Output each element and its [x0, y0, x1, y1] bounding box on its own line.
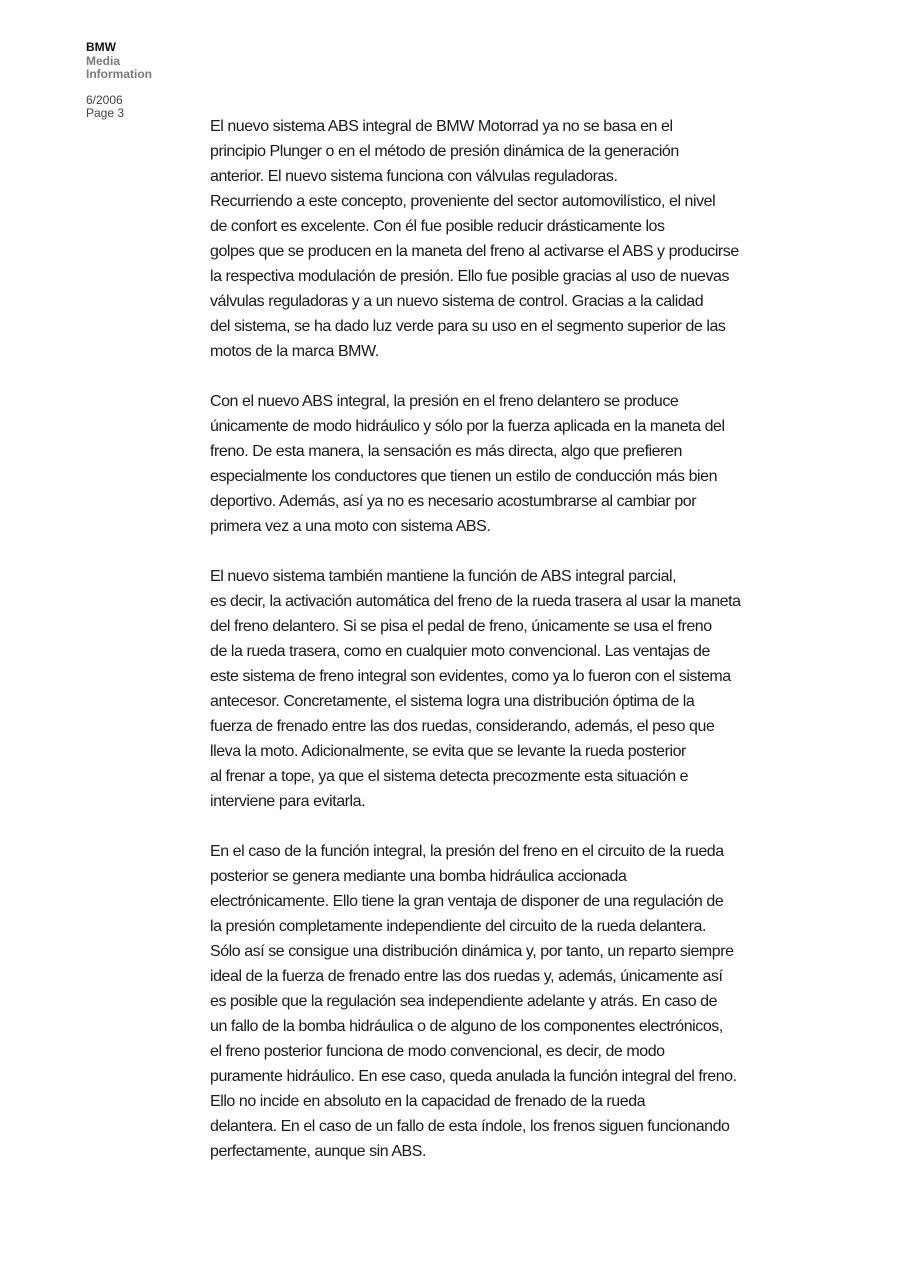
paragraph-1 [210, 114, 810, 364]
page-number: Page 3 [86, 106, 125, 120]
paragraph-2 [210, 389, 810, 539]
text-line: al frenar a tope, ya que el sistema detecta precozmente esta situación e [210, 768, 689, 785]
text-line: es decir, la activación automática del freno de la rueda trasera al usar la maneta [210, 593, 741, 610]
text-line: El nuevo sistema ABS integral de BMW Motorrad ya no se basa en el [210, 118, 673, 135]
text-line: de confort es excelente. Con él fue posible reducir drásticamente los [210, 218, 665, 235]
text-line: la respectiva modulación de presión. Ello fue posible gracias al uso de nuevas [210, 268, 730, 285]
brand-name: BMW [86, 40, 116, 54]
text-line: un fallo de la bomba hidráulica o de alguno de los componentes electrónicos, [210, 1018, 723, 1035]
text-line: En el caso de la función integral, la presión del freno en el circuito de la rueda [210, 843, 724, 860]
text-line: puramente hidráulico. En ese caso, queda anulada la función integral del freno. [210, 1068, 737, 1085]
document-meta [86, 94, 124, 120]
text-line: El nuevo sistema también mantiene la función de ABS integral parcial, [210, 568, 677, 585]
text-line: Con el nuevo ABS integral, la presión en el freno delantero se produce [210, 393, 679, 410]
text-line: el freno posterior funciona de modo convencional, es decir, de modo [210, 1043, 665, 1060]
text-line: ideal de la fuerza de frenado entre las dos ruedas y, además, únicamente así [210, 968, 723, 985]
brand-subtitle-information: Information [86, 67, 152, 81]
text-line: posterior se genera mediante una bomba hidráulica accionada [210, 868, 627, 885]
text-line: Sólo así se consigue una distribución dinámica y, por tanto, un reparto siempre [210, 943, 734, 960]
text-line: este sistema de freno integral son evidentes, como ya lo fueron con el sistema [210, 668, 731, 685]
text-line: primera vez a una moto con sistema ABS. [210, 518, 491, 535]
text-line: antecesor. Concretamente, el sistema logra una distribución óptima de la [210, 693, 695, 710]
document-body [210, 114, 810, 1189]
text-line: anterior. El nuevo sistema funciona con válvulas reguladoras. [210, 168, 618, 185]
text-line: válvulas reguladoras y a un nuevo sistema de control. Gracias a la calidad [210, 293, 704, 310]
text-line: delantera. En el caso de un fallo de esta índole, los frenos siguen funcionando [210, 1118, 730, 1135]
text-line: del freno delantero. Si se pisa el pedal de freno, únicamente se usa el freno [210, 618, 712, 635]
document-date: 6/2006 [86, 93, 123, 107]
paragraph-3 [210, 564, 810, 814]
brand-subtitle-media: Media [86, 53, 121, 68]
text-line: de la rueda trasera, como en cualquier moto convencional. Las ventajas de [210, 643, 710, 660]
text-line: la presión completamente independiente del circuito de la rueda delantera. [210, 918, 706, 935]
text-line: principio Plunger o en el método de presión dinámica de la generación [210, 143, 679, 160]
text-line: freno. De esta manera, la sensación es más directa, algo que prefieren [210, 443, 682, 460]
text-line: motos de la marca BMW. [210, 343, 379, 360]
text-line: golpes que se producen en la maneta del freno al activarse el ABS y producirse [210, 243, 739, 260]
text-line: es posible que la regulación sea independiente adelante y atrás. En caso de [210, 993, 718, 1010]
paragraph-4 [210, 839, 810, 1164]
text-line: lleva la moto. Adicionalmente, se evita que se levante la rueda posterior [210, 743, 686, 760]
text-line: Ello no incide en absoluto en la capacidad de frenado de la rueda [210, 1093, 646, 1110]
text-line: deportivo. Además, así ya no es necesario acostumbrarse al cambiar por [210, 493, 697, 510]
text-line: interviene para evitarla. [210, 793, 366, 810]
text-line: perfectamente, aunque sin ABS. [210, 1143, 426, 1160]
text-line: fuerza de frenado entre las dos ruedas, considerando, además, el peso que [210, 718, 715, 735]
text-line: del sistema, se ha dado luz verde para su uso en el segmento superior de las [210, 318, 726, 335]
document-header [86, 41, 196, 82]
text-line: especialmente los conductores que tienen un estilo de conducción más bien [210, 468, 718, 485]
text-line: únicamente de modo hidráulico y sólo por la fuerza aplicada en la maneta del [210, 418, 725, 435]
text-line: Recurriendo a este concepto, proveniente del sector automovilístico, el nivel [210, 193, 716, 210]
text-line: electrónicamente. Ello tiene la gran ventaja de disponer de una regulación de [210, 893, 724, 910]
